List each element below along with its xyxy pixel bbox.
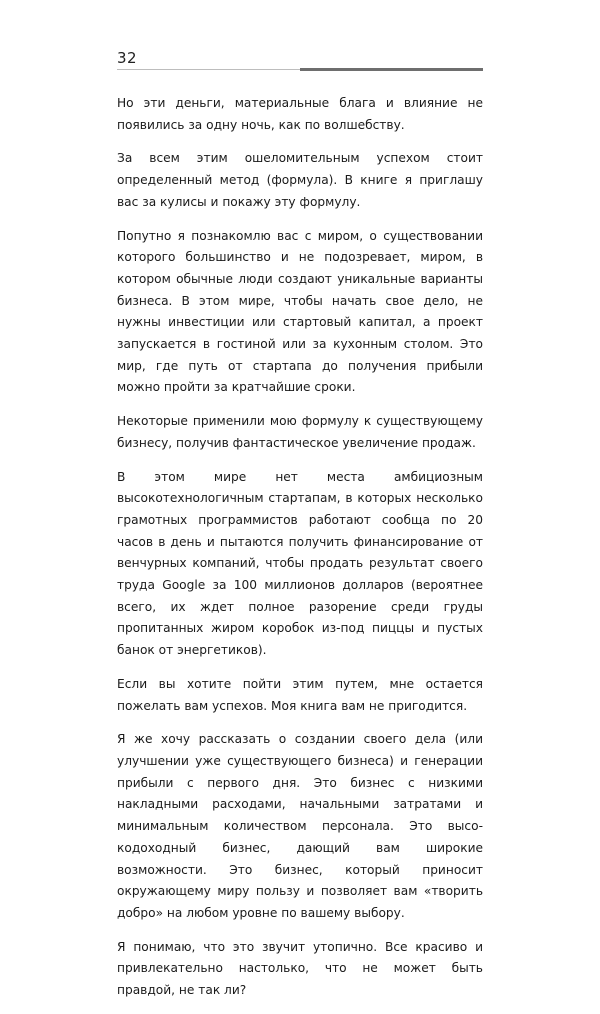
page-number: 32 [117, 49, 138, 67]
paragraph: Я же хочу рассказать о создании своего дела (или улучшении уже существующего бизнеса) и генерации прибыли с первого дня. Это бизнес с низкими накладными расходами, начальными затратами и минимальным количеством персонала. Это высокодоходный бизнес, дающий вам широкие возможности. Это бизнес, который приносит окружающему миру пользу и позволяет вам «творить добро» на любом уровне по вашему выбору. [117, 732, 483, 920]
paragraph: Попутно я познакомлю вас с миром, о существовании которого большинство и не подозревает, миром, в котором обычные люди создают уникальные варианты бизнеса. В этом мире, чтобы начать свое дело, не нужны инвестиции или стартовый капитал, а проект запускается в гостиной или за кухонным столом. Это мир, где путь от стартапа до получения прибыли можно пройти за кратчайшие сроки. [117, 228, 483, 395]
header-rule-accent [300, 68, 483, 71]
paragraph: Я понимаю, что это звучит утопично. Все красиво и привлекательно настолько, что не может быть правдой, не так ли? [117, 939, 483, 998]
paragraph: Некоторые применили мою формулу к существующему бизнесу, получив фантастическое увеличение продаж. [117, 414, 483, 450]
paragraph: Но эти деньги, материальные блага и влияние не появились за одну ночь, как по волшебству. [117, 96, 483, 132]
paragraph: Если вы хотите пойти этим путем, мне остается пожелать вам успехов. Моя книга вам не пригодится. [117, 676, 483, 713]
paragraph: В этом мире нет места амбициозным высокотехнологичным стартапам, в которых несколько грамотных программистов работают сообща по 20 часов в день и пытаются получить финансирование от венчурных компаний, чтобы продать результат своего труда Google за 100 миллионов долларов (вероятнее всего, их ждет полное разорение среди груды пропитанных жиром коробок из-под пиццы и пустых банок от энергетиков). [117, 469, 483, 658]
paragraph: За всем этим ошеломительным успехом стоит определенный метод (формула). В книге я приглашу вас за кулисы и покажу эту формулу. [117, 151, 483, 209]
body-text [117, 93, 483, 1014]
